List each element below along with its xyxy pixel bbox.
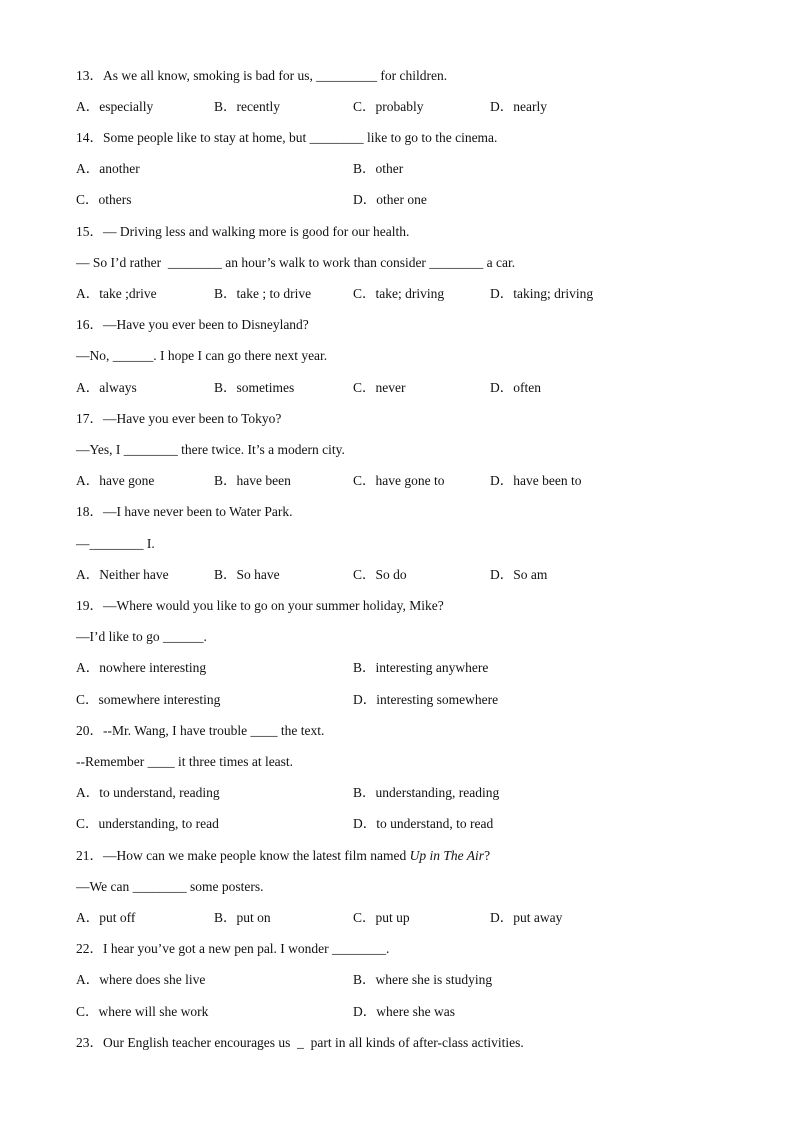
q21-option-b[interactable]: B．put on <box>214 910 271 925</box>
q17-option-d[interactable]: D．have been to <box>490 473 582 488</box>
q21-stem-end: ? <box>484 848 491 863</box>
q19-option-c[interactable]: C．somewhere interesting <box>76 692 221 707</box>
question-15-stem: 15．— Driving less and walking more is good for our health. <box>76 224 410 239</box>
question-16-line2: —No, ______. I hope I can go there next year. <box>76 348 328 363</box>
question-20-line2: --Remember ____ it three times at least. <box>76 754 294 769</box>
q21-stem-text: 21．—How can we make people know the latest film named <box>76 848 410 863</box>
q13-option-a[interactable]: A．especially <box>76 99 154 114</box>
q18-option-c[interactable]: C．So do <box>353 567 407 582</box>
question-16-stem: 16．—Have you ever been to Disneyland? <box>76 317 309 332</box>
q21-option-a[interactable]: A．put off <box>76 910 136 925</box>
question-22-stem: 22．I hear you’ve got a new pen pal. I wonder ________. <box>76 941 390 956</box>
q16-option-c[interactable]: C．never <box>353 380 406 395</box>
q16-option-a[interactable]: A．always <box>76 380 137 395</box>
q14-option-b[interactable]: B．other <box>353 161 404 176</box>
q17-option-b[interactable]: B．have been <box>214 473 291 488</box>
q14-option-c[interactable]: C．others <box>76 192 132 207</box>
q19-option-a[interactable]: A．nowhere interesting <box>76 660 207 675</box>
question-17-line2: —Yes, I ________ there twice. It’s a modern city. <box>76 442 345 457</box>
q20-option-d[interactable]: D．to understand, to read <box>353 816 494 831</box>
q15-option-a[interactable]: A．take ;drive <box>76 286 157 301</box>
q18-option-d[interactable]: D．So am <box>490 567 548 582</box>
question-19-stem: 19．—Where would you like to go on your summer holiday, Mike? <box>76 598 444 613</box>
q21-film-title: Up in The Air <box>409 848 485 863</box>
q19-option-d[interactable]: D．interesting somewhere <box>353 692 499 707</box>
question-18-stem: 18．—I have never been to Water Park. <box>76 504 293 519</box>
q15-option-b[interactable]: B．take ; to drive <box>214 286 312 301</box>
q22-option-c[interactable]: C．where will she work <box>76 1004 209 1019</box>
q19-option-b[interactable]: B．interesting anywhere <box>353 660 489 675</box>
q14-option-a[interactable]: A．another <box>76 161 140 176</box>
q22-option-b[interactable]: B．where she is studying <box>353 972 493 987</box>
q20-option-a[interactable]: A．to understand, reading <box>76 785 220 800</box>
q13-option-d[interactable]: D．nearly <box>490 99 547 114</box>
q17-option-a[interactable]: A．have gone <box>76 473 155 488</box>
question-15-line2: — So I’d rather ________ an hour’s walk to work than consider ________ a car. <box>76 255 516 270</box>
question-21-line2: —We can ________ some posters. <box>76 879 264 894</box>
q21-option-c[interactable]: C．put up <box>353 910 410 925</box>
question-13-stem: 13．As we all know, smoking is bad for us, _________ for children. <box>76 68 448 83</box>
q16-option-d[interactable]: D．often <box>490 380 541 395</box>
q14-option-d[interactable]: D．other one <box>353 192 427 207</box>
q15-option-d[interactable]: D．taking; driving <box>490 286 594 301</box>
question-14-stem: 14．Some people like to stay at home, but ________ like to go to the cinema. <box>76 130 498 145</box>
q22-option-a[interactable]: A．where does she live <box>76 972 206 987</box>
q21-option-d[interactable]: D．put away <box>490 910 563 925</box>
q17-option-c[interactable]: C．have gone to <box>353 473 445 488</box>
q18-option-a[interactable]: A．Neither have <box>76 567 169 582</box>
q13-option-c[interactable]: C．probably <box>353 99 424 114</box>
q20-option-c[interactable]: C．understanding, to read <box>76 816 219 831</box>
question-17-stem: 17．—Have you ever been to Tokyo? <box>76 411 282 426</box>
q18-option-b[interactable]: B．So have <box>214 567 280 582</box>
question-21-stem <box>76 848 490 864</box>
q22-option-d[interactable]: D．where she was <box>353 1004 455 1019</box>
question-20-stem: 20．--Mr. Wang, I have trouble ____ the text. <box>76 723 325 738</box>
q20-option-b[interactable]: B．understanding, reading <box>353 785 500 800</box>
question-19-line2: —I’d like to go ______. <box>76 629 207 644</box>
q15-option-c[interactable]: C．take; driving <box>353 286 445 301</box>
question-18-line2: —________ I. <box>76 536 155 551</box>
q16-option-b[interactable]: B．sometimes <box>214 380 295 395</box>
question-23-stem: 23．Our English teacher encourages us _ part in all kinds of after-class activities. <box>76 1035 524 1050</box>
q13-option-b[interactable]: B．recently <box>214 99 280 114</box>
